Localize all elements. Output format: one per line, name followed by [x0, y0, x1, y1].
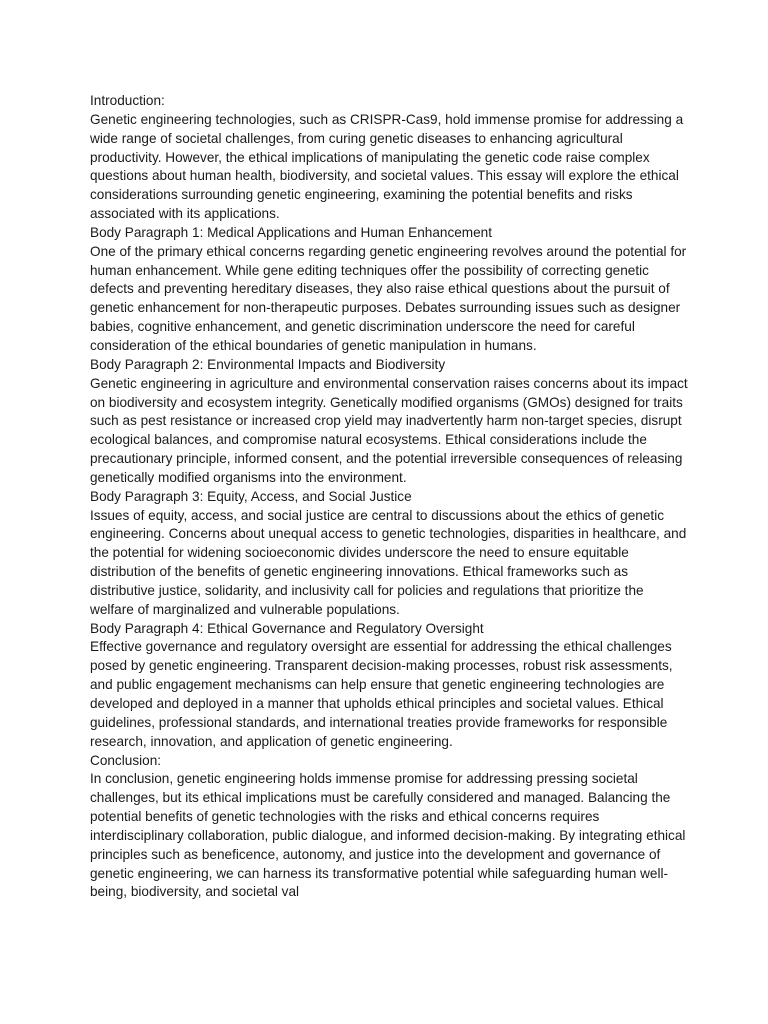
section-heading-body-2: Body Paragraph 2: Environmental Impacts and Biodiversity: [90, 356, 446, 372]
section-heading-body-3: Body Paragraph 3: Equity, Access, and Social Justice: [90, 488, 412, 504]
section-heading-introduction: Introduction:: [90, 93, 165, 108]
section-body-body-4: Effective governance and regulatory oversight are essential for addressing the ethical challenges posed by genetic engineering. Transparent decision-making processes, robust risk assessments, and public engagement mechanisms can help ensure that genetic engineering technologies are developed and deployed in a manner that upholds ethical principles and societal values. Ethical guidelines, professional standards, and international treaties provide frameworks for responsible research, innovation, and application of genetic engineering.: [90, 639, 673, 749]
document-page: [90, 92, 690, 902]
section-body-body-2: Genetic engineering in agriculture and environmental conservation raises concerns about its impact on biodiversity and ecosystem integrity. Genetically modified organisms (GMOs) designed for traits such as pest resistance or increased crop yield may inadvertently harm non-target species, disrupt ecological balances, and compromise natural ecosystems. Ethical considerations include the precautionary principle, informed consent, and the potential irreversible consequences of releasing genetically modified organisms into the environment.: [90, 375, 688, 485]
section-body-introduction: Genetic engineering technologies, such as CRISPR-Cas9, hold immense promise for addressing a wide range of societal challenges, from curing genetic diseases to enhancing agricultural productivity. However, the ethical implications of manipulating the genetic code raise complex questions about human health, biodiversity, and societal values. This essay will explore the ethical considerations surrounding genetic engineering, examining the potential benefits and risks associated with its applications.: [90, 111, 684, 222]
section-heading-conclusion: Conclusion:: [90, 752, 162, 768]
section-body-body-3: Issues of equity, access, and social justice are central to discussions about the ethics of genetic engineering. Concerns about unequal access to genetic technologies, disparities in healthcare, and the potential for widening socioeconomic divides underscore the need to ensure equitable distribution of the benefits of genetic engineering innovations. Ethical frameworks such as distributive justice, solidarity, and inclusivity call for policies and regulations that prioritize the welfare of marginalized and vulnerable populations.: [90, 507, 687, 617]
section-body-body-1: One of the primary ethical concerns regarding genetic engineering revolves around the potential for human enhancement. While gene editing techniques offer the possibility of correcting genetic defects and preventing hereditary diseases, they also raise ethical questions about the pursuit of genetic enhancement for non-therapeutic purposes. Debates surrounding issues such as designer babies, cognitive enhancement, and genetic discrimination underscore the need for careful consideration of the ethical boundaries of genetic manipulation in humans.: [90, 243, 687, 353]
section-heading-body-1: Body Paragraph 1: Medical Applications and Human Enhancement: [90, 224, 493, 240]
section-heading-body-4: Body Paragraph 4: Ethical Governance and Regulatory Oversight: [90, 620, 484, 636]
section-body-conclusion: In conclusion, genetic engineering holds immense promise for addressing pressing societal challenges, but its ethical implications must be carefully considered and managed. Balancing the potential benefits of genetic technologies with the risks and ethical concerns requires interdisciplinary collaboration, public dialogue, and informed decision-making. By integrating ethical principles such as beneficence, autonomy, and justice into the development and governance of genetic engineering, we can harness its transformative potential while safeguarding human well-being, biodiversity, and societal val: [90, 771, 686, 900]
